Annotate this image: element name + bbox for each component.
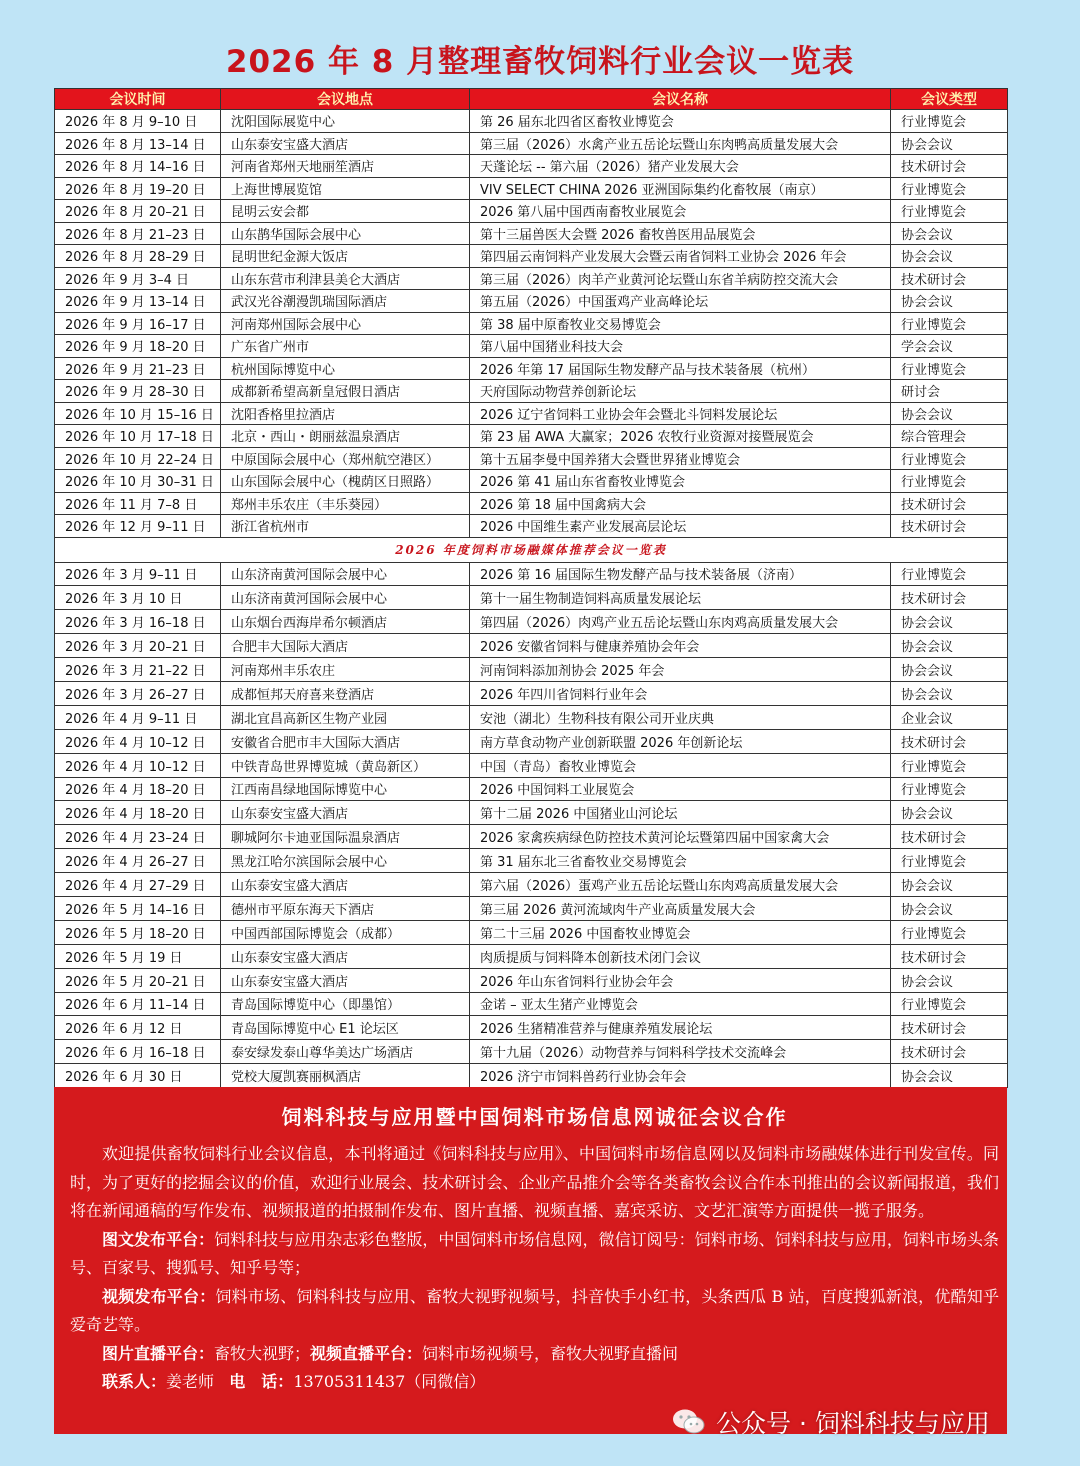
- cell-time: 2026 年 8 月 28–29 日: [55, 245, 221, 268]
- cell-location: 青岛国际博览中心 E1 论坛区: [221, 1016, 470, 1040]
- cell-name: 安池（湖北）生物科技有限公司开业庆典: [470, 705, 891, 729]
- table-row: [55, 290, 1008, 313]
- cell-time: 2026 年 9 月 21–23 日: [55, 357, 221, 380]
- cell-type: 技术研讨会: [891, 1016, 1008, 1040]
- cell-name: 第四届云南饲料产业发展大会暨云南省饲料工业协会 2026 年会: [470, 245, 891, 268]
- cell-name: VIV SELECT CHINA 2026 亚洲国际集约化畜牧展（南京）: [470, 177, 891, 200]
- cell-location: 山东泰安宝盛大酒店: [221, 873, 470, 897]
- cell-name: 2026 辽宁省饲料工业协会年会暨北斗饲料发展论坛: [470, 402, 891, 425]
- cell-location: 泰安绿发泰山尊华美达广场酒店: [221, 1040, 470, 1064]
- table-row: [55, 849, 1008, 873]
- cell-name: 2026 家禽疾病绿色防控技术黄河论坛暨第四届中国家禽大会: [470, 825, 891, 849]
- cell-time: 2026 年 8 月 21–23 日: [55, 222, 221, 245]
- cell-type: 协会会议: [891, 681, 1008, 705]
- cell-name: 第十九届（2026）动物营养与饲料科学技术交流峰会: [470, 1040, 891, 1064]
- contact-name: 姜老师: [166, 1372, 215, 1391]
- cell-location: 山东烟台西海岸希尔顿酒店: [221, 610, 470, 634]
- table-row: [55, 380, 1008, 403]
- graphic-platforms-text: 饲料科技与应用杂志彩色整版，中国饲料市场信息网，微信订阅号：饲料市场、饲料科技与应用，饲料市场头条号、百家号、搜狐号、知乎号等；: [70, 1229, 999, 1277]
- cell-name: 2026 年四川省饲料行业年会: [470, 681, 891, 705]
- cell-location: 山东泰安宝盛大酒店: [221, 132, 470, 155]
- cell-name: 第四届（2026）肉鸡产业五岳论坛暨山东肉鸡高质量发展大会: [470, 610, 891, 634]
- header-time: 会议时间: [55, 89, 221, 110]
- cell-time: 2026 年 3 月 26–27 日: [55, 681, 221, 705]
- contact-line: [70, 1368, 999, 1397]
- cell-type: 研讨会: [891, 380, 1008, 403]
- cell-time: 2026 年 3 月 21–22 日: [55, 658, 221, 682]
- cell-name: 2026 第 18 届中国禽病大会: [470, 492, 891, 515]
- table-row: [55, 1040, 1008, 1064]
- cell-name: 第二十三届 2026 中国畜牧业博览会: [470, 920, 891, 944]
- table-row: [55, 357, 1008, 380]
- cell-type: 协会会议: [891, 634, 1008, 658]
- table-row: [55, 968, 1008, 992]
- table-row: [55, 729, 1008, 753]
- cell-time: 2026 年 9 月 13–14 日: [55, 290, 221, 313]
- cell-time: 2026 年 10 月 15–16 日: [55, 402, 221, 425]
- video-platforms-text: 饲料市场、饲料科技与应用、畜牧大视野视频号，抖音快手小红书，头条西瓜 B 站，百度搜狐新浪，优酷知乎爱奇艺等。: [70, 1286, 999, 1334]
- table-row: [55, 515, 1008, 538]
- photo-live-text: 畜牧大视野；: [214, 1343, 311, 1363]
- cell-name: 天府国际动物营养创新论坛: [470, 380, 891, 403]
- cell-location: 湖北宜昌高新区生物产业园: [221, 705, 470, 729]
- cell-name: 第八届中国猪业科技大会: [470, 335, 891, 358]
- cell-time: 2026 年 6 月 12 日: [55, 1016, 221, 1040]
- cell-type: 行业博览会: [891, 312, 1008, 335]
- cell-location: 沈阳香格里拉酒店: [221, 402, 470, 425]
- cooperation-title: 饲料科技与应用暨中国饲料市场信息网诚征会议合作: [281, 1105, 788, 1129]
- table-row: [55, 470, 1008, 493]
- table-row: [55, 335, 1008, 358]
- cell-time: 2026 年 11 月 7–8 日: [55, 492, 221, 515]
- video-platforms-label: 视频发布平台：: [102, 1286, 216, 1306]
- page-title: 2026 年 8 月整理畜牧饲料行业会议一览表: [225, 44, 855, 80]
- cell-time: 2026 年 8 月 19–20 日: [55, 177, 221, 200]
- cell-location: 昆明云安会都: [221, 200, 470, 223]
- cell-type: 技术研讨会: [891, 944, 1008, 968]
- cell-time: 2026 年 4 月 10–12 日: [55, 753, 221, 777]
- table-row: [55, 492, 1008, 515]
- cell-time: 2026 年 10 月 22–24 日: [55, 447, 221, 470]
- cell-time: 2026 年 4 月 18–20 日: [55, 801, 221, 825]
- cell-location: 德州市平原东海天下酒店: [221, 896, 470, 920]
- cell-type: 协会会议: [891, 968, 1008, 992]
- cell-location: 昆明世纪金源大饭店: [221, 245, 470, 268]
- table-row: [55, 177, 1008, 200]
- cell-location: 杭州国际博览中心: [221, 357, 470, 380]
- cell-type: 行业博览会: [891, 447, 1008, 470]
- cell-location: 河南省郑州天地丽笙酒店: [221, 155, 470, 178]
- table-row: [55, 312, 1008, 335]
- cell-location: 山东鹊华国际会展中心: [221, 222, 470, 245]
- cell-location: 浙江省杭州市: [221, 515, 470, 538]
- cell-name: 第 23 届 AWA 大赢家；2026 农牧行业资源对接暨展览会: [470, 425, 891, 448]
- video-live-label: 视频直播平台：: [310, 1343, 423, 1363]
- cell-time: 2026 年 8 月 13–14 日: [55, 132, 221, 155]
- table-row: [55, 586, 1008, 610]
- cell-time: 2026 年 10 月 17–18 日: [55, 425, 221, 448]
- cell-location: 沈阳国际展览中心: [221, 110, 470, 133]
- table-row: [55, 562, 1008, 586]
- table-row: [55, 402, 1008, 425]
- cell-name: 第三届（2026）肉羊产业黄河论坛暨山东省羊病防控交流大会: [470, 267, 891, 290]
- cell-type: 技术研讨会: [891, 155, 1008, 178]
- cell-time: 2026 年 5 月 14–16 日: [55, 896, 221, 920]
- graphic-platforms-label: 图文发布平台：: [102, 1229, 215, 1249]
- cell-time: 2026 年 4 月 18–20 日: [55, 777, 221, 801]
- cell-location: 山东济南黄河国际会展中心: [221, 562, 470, 586]
- cell-name: 第 31 届东北三省畜牧业交易博览会: [470, 849, 891, 873]
- cell-location: 中铁青岛世界博览城（黄岛新区）: [221, 753, 470, 777]
- cell-location: 中原国际会展中心（郑州航空港区）: [221, 447, 470, 470]
- cell-location: 山东泰安宝盛大酒店: [221, 968, 470, 992]
- table-row: [55, 110, 1008, 133]
- graphic-platforms: [70, 1226, 999, 1283]
- cell-type: 综合管理会: [891, 425, 1008, 448]
- cell-type: 行业博览会: [891, 562, 1008, 586]
- section-title: 2026 年度饲料市场融媒体推荐会议一览表: [55, 537, 1008, 562]
- cell-name: 第十二届 2026 中国猪业山河论坛: [470, 801, 891, 825]
- phone-number: 13705311437（同微信）: [293, 1372, 486, 1391]
- cell-name: 第 26 届东北四省区畜牧业博览会: [470, 110, 891, 133]
- table-row: [55, 920, 1008, 944]
- cell-time: 2026 年 5 月 19 日: [55, 944, 221, 968]
- table-row: [55, 1016, 1008, 1040]
- cell-location: 成都恒邦天府喜来登酒店: [221, 681, 470, 705]
- header-type: 会议类型: [891, 89, 1008, 110]
- cell-time: 2026 年 5 月 20–21 日: [55, 968, 221, 992]
- cell-type: 技术研讨会: [891, 1040, 1008, 1064]
- cell-location: 合肥丰大国际大酒店: [221, 634, 470, 658]
- cell-time: 2026 年 6 月 11–14 日: [55, 992, 221, 1016]
- phone-label: 电 话：: [229, 1372, 294, 1391]
- table-row: [55, 447, 1008, 470]
- cell-location: 山东东营市利津县美仑大酒店: [221, 267, 470, 290]
- cell-time: 2026 年 12 月 9–11 日: [55, 515, 221, 538]
- cell-type: 技术研讨会: [891, 729, 1008, 753]
- cell-time: 2026 年 3 月 10 日: [55, 586, 221, 610]
- cell-name: 第十一届生物制造饲料高质量发展论坛: [470, 586, 891, 610]
- video-platforms: [70, 1283, 999, 1340]
- cell-location: 广东省广州市: [221, 335, 470, 358]
- cell-time: 2026 年 9 月 28–30 日: [55, 380, 221, 403]
- cell-name: 第三届 2026 黄河流域肉牛产业高质量发展大会: [470, 896, 891, 920]
- table-row: [55, 222, 1008, 245]
- cell-type: 行业博览会: [891, 177, 1008, 200]
- cell-location: 河南郑州国际会展中心: [221, 312, 470, 335]
- cell-time: 2026 年 4 月 26–27 日: [55, 849, 221, 873]
- cell-time: 2026 年 9 月 16–17 日: [55, 312, 221, 335]
- table-row: [55, 801, 1008, 825]
- cell-type: 协会会议: [891, 402, 1008, 425]
- table-row: [55, 896, 1008, 920]
- cell-time: 2026 年 3 月 9–11 日: [55, 562, 221, 586]
- cell-type: 行业博览会: [891, 777, 1008, 801]
- cooperation-box: [54, 1087, 1007, 1434]
- cell-type: 企业会议: [891, 705, 1008, 729]
- cell-type: 行业博览会: [891, 992, 1008, 1016]
- cell-type: 行业博览会: [891, 200, 1008, 223]
- cell-type: 协会会议: [891, 222, 1008, 245]
- cell-type: 协会会议: [891, 245, 1008, 268]
- cell-type: 协会会议: [891, 873, 1008, 897]
- contact-label: 联系人：: [102, 1372, 167, 1391]
- cell-type: 技术研讨会: [891, 492, 1008, 515]
- cell-type: 协会会议: [891, 658, 1008, 682]
- cell-time: 2026 年 10 月 30–31 日: [55, 470, 221, 493]
- conference-table: [54, 88, 1008, 1088]
- cell-location: 河南郑州丰乐农庄: [221, 658, 470, 682]
- cell-type: 协会会议: [891, 1064, 1008, 1088]
- table-row: [55, 681, 1008, 705]
- cell-type: 协会会议: [891, 610, 1008, 634]
- photo-live-label: 图片直播平台：: [102, 1343, 215, 1363]
- cell-name: 2026 年山东省饲料行业协会年会: [470, 968, 891, 992]
- cell-name: 第十三届兽医大会暨 2026 畜牧兽医用品展览会: [470, 222, 891, 245]
- table-row: [55, 425, 1008, 448]
- section-row: [55, 537, 1008, 562]
- cell-name: 2026 第 41 届山东省畜牧业博览会: [470, 470, 891, 493]
- cell-location: 安徽省合肥市丰大国际大酒店: [221, 729, 470, 753]
- cell-location: 武汉光谷潮漫凯瑞国际酒店: [221, 290, 470, 313]
- table-row: [55, 245, 1008, 268]
- table-row: [55, 634, 1008, 658]
- cell-type: 技术研讨会: [891, 515, 1008, 538]
- cell-location: 山东泰安宝盛大酒店: [221, 801, 470, 825]
- cell-time: 2026 年 3 月 20–21 日: [55, 634, 221, 658]
- cell-type: 行业博览会: [891, 470, 1008, 493]
- table-row: [55, 992, 1008, 1016]
- cell-time: 2026 年 8 月 9–10 日: [55, 110, 221, 133]
- table-row: [55, 1064, 1008, 1088]
- cell-name: 2026 安徽省饲料与健康养殖协会年会: [470, 634, 891, 658]
- table-row: [55, 777, 1008, 801]
- cell-name: 第五届（2026）中国蛋鸡产业高峰论坛: [470, 290, 891, 313]
- cell-location: 江西南昌绿地国际博览中心: [221, 777, 470, 801]
- cell-name: 2026 第 16 届国际生物发酵产品与技术装备展（济南）: [470, 562, 891, 586]
- cell-type: 协会会议: [891, 896, 1008, 920]
- cell-type: 协会会议: [891, 290, 1008, 313]
- cell-time: 2026 年 4 月 23–24 日: [55, 825, 221, 849]
- table-row: [55, 873, 1008, 897]
- cell-type: 行业博览会: [891, 849, 1008, 873]
- cell-location: 上海世博展览馆: [221, 177, 470, 200]
- table-header-row: [55, 89, 1008, 110]
- header-location: 会议地点: [221, 89, 470, 110]
- cell-type: 学会会议: [891, 335, 1008, 358]
- cell-type: 行业博览会: [891, 920, 1008, 944]
- cell-location: 北京・西山・朗丽兹温泉酒店: [221, 425, 470, 448]
- table-row: [55, 200, 1008, 223]
- table-row: [55, 658, 1008, 682]
- cell-name: 2026 第八届中国西南畜牧业展览会: [470, 200, 891, 223]
- cell-type: 协会会议: [891, 132, 1008, 155]
- table-row: [55, 132, 1008, 155]
- watermark: [672, 1402, 1052, 1442]
- cell-type: 技术研讨会: [891, 825, 1008, 849]
- cell-location: 山东国际会展中心（槐荫区日照路）: [221, 470, 470, 493]
- cell-location: 聊城阿尔卡迪亚国际温泉酒店: [221, 825, 470, 849]
- wechat-icon: [672, 1408, 706, 1436]
- watermark-text: 公众号 · 饲料科技与应用: [716, 1409, 990, 1438]
- cell-location: 黑龙江哈尔滨国际会展中心: [221, 849, 470, 873]
- cell-location: 中国西部国际博览会（成都）: [221, 920, 470, 944]
- cell-location: 山东济南黄河国际会展中心: [221, 586, 470, 610]
- cell-name: 天蓬论坛 -- 第六届（2026）猪产业发展大会: [470, 155, 891, 178]
- cell-location: 成都新希望高新皇冠假日酒店: [221, 380, 470, 403]
- cell-name: 2026 中国维生素产业发展高层论坛: [470, 515, 891, 538]
- cell-type: 技术研讨会: [891, 267, 1008, 290]
- cell-time: 2026 年 5 月 18–20 日: [55, 920, 221, 944]
- cell-name: 第三届（2026）水禽产业五岳论坛暨山东肉鸭高质量发展大会: [470, 132, 891, 155]
- cell-time: 2026 年 9 月 18–20 日: [55, 335, 221, 358]
- cell-name: 第六届（2026）蛋鸡产业五岳论坛暨山东肉鸡高质量发展大会: [470, 873, 891, 897]
- table-row: [55, 267, 1008, 290]
- cell-name: 2026 年第 17 届国际生物发酵产品与技术装备展（杭州）: [470, 357, 891, 380]
- cell-name: 金诺 – 亚太生猪产业博览会: [470, 992, 891, 1016]
- cell-name: 第 38 届中原畜牧业交易博览会: [470, 312, 891, 335]
- cell-location: 党校大厦凯赛丽枫酒店: [221, 1064, 470, 1088]
- cell-type: 行业博览会: [891, 357, 1008, 380]
- cell-type: 行业博览会: [891, 753, 1008, 777]
- table-row: [55, 825, 1008, 849]
- cooperation-intro: 欢迎提供畜牧饲料行业会议信息，本刊将通过《饲料科技与应用》、中国饲料市场信息网以及饲料市场融媒体进行刊发宣传。同时，为了更好的挖掘会议的价值，欢迎行业展会、技术研讨会、企业产品推介会等各类畜牧会议合作本刊推出的会议新闻报道，我们将在新闻通稿的写作发布、视频报道的拍摄制作发布、图片直播、视频直播、嘉宾采访、文艺汇演等方面提供一揽子服务。: [70, 1144, 999, 1220]
- table-row: [55, 610, 1008, 634]
- cell-name: 2026 济宁市饲料兽药行业协会年会: [470, 1064, 891, 1088]
- table-row: [55, 753, 1008, 777]
- cell-time: 2026 年 4 月 27–29 日: [55, 873, 221, 897]
- cell-time: 2026 年 4 月 9–11 日: [55, 705, 221, 729]
- cell-time: 2026 年 3 月 16–18 日: [55, 610, 221, 634]
- cell-location: 郑州丰乐农庄（丰乐葵园）: [221, 492, 470, 515]
- cell-time: 2026 年 6 月 30 日: [55, 1064, 221, 1088]
- cell-location: 青岛国际博览中心（即墨馆）: [221, 992, 470, 1016]
- table-row: [55, 705, 1008, 729]
- cell-type: 行业博览会: [891, 110, 1008, 133]
- cell-name: 河南饲料添加剂协会 2025 年会: [470, 658, 891, 682]
- table-row: [55, 155, 1008, 178]
- table-row: [55, 944, 1008, 968]
- cell-type: 技术研讨会: [891, 586, 1008, 610]
- table-body: [55, 110, 1008, 1088]
- header-name: 会议名称: [470, 89, 891, 110]
- cell-time: 2026 年 4 月 10–12 日: [55, 729, 221, 753]
- cell-name: 南方草食动物产业创新联盟 2026 年创新论坛: [470, 729, 891, 753]
- cell-name: 2026 中国饲料工业展览会: [470, 777, 891, 801]
- cell-time: 2026 年 6 月 16–18 日: [55, 1040, 221, 1064]
- cell-name: 肉质提质与饲料降本创新技术闭门会议: [470, 944, 891, 968]
- cell-location: 山东泰安宝盛大酒店: [221, 944, 470, 968]
- cell-time: 2026 年 8 月 14–16 日: [55, 155, 221, 178]
- cell-name: 2026 生猪精准营养与健康养殖发展论坛: [470, 1016, 891, 1040]
- cell-type: 协会会议: [891, 801, 1008, 825]
- live-platforms: [70, 1340, 999, 1369]
- video-live-text: 饲料市场视频号，畜牧大视野直播间: [422, 1343, 679, 1363]
- cell-name: 第十五届李曼中国养猪大会暨世界猪业博览会: [470, 447, 891, 470]
- cell-time: 2026 年 8 月 20–21 日: [55, 200, 221, 223]
- cell-name: 中国（青岛）畜牧业博览会: [470, 753, 891, 777]
- cell-time: 2026 年 9 月 3–4 日: [55, 267, 221, 290]
